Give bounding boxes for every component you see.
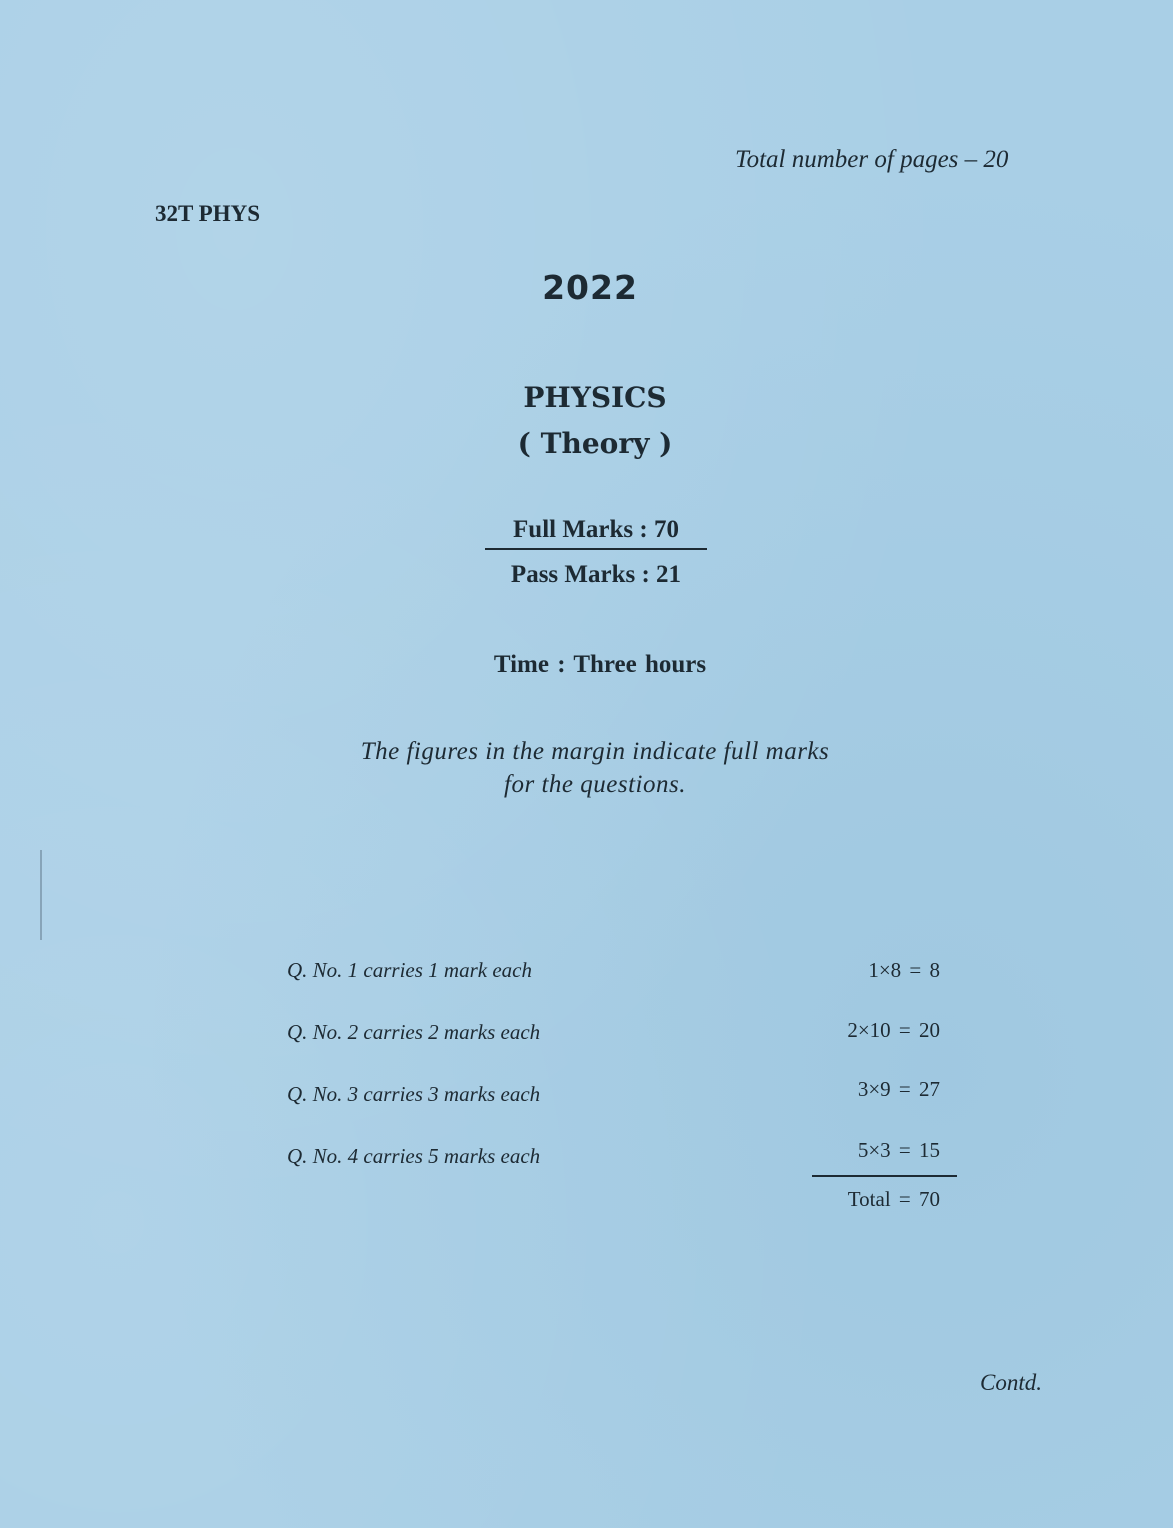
question-1-marks: 1×8 = 8 [868,958,940,982]
instruction [270,735,920,801]
total-divider [812,1175,957,1177]
pass-marks: Pass Marks : 21 [510,561,682,588]
staple-mark [40,850,50,940]
question-2-label: Q. No. 2 carries 2 marks each [287,1020,541,1044]
question-4-label: Q. No. 4 carries 5 marks each [287,1144,541,1168]
marks-divider [485,548,707,550]
full-marks: Full Marks : 70 [513,516,679,543]
subject-title: PHYSICS [523,381,667,414]
contd-label: Contd. [980,1370,1042,1395]
exam-time: Time : Three hours [493,651,707,678]
question-2-marks: 2×10 = 20 [847,1018,940,1042]
question-3-label: Q. No. 3 carries 3 marks each [287,1082,541,1106]
paper-code: 32T PHYS [155,201,261,226]
total-pages-note: Total number of pages – 20 [735,146,1009,173]
question-4-marks: 5×3 = 15 [857,1138,940,1162]
exam-year: 2022 [542,268,638,307]
question-3-marks: 3×9 = 27 [857,1077,940,1101]
question-1-label: Q. No. 1 carries 1 mark each [287,958,532,982]
instruction-line-2: for the questions. [504,771,686,798]
paper-type: ( Theory ) [517,427,673,460]
total-marks: Total = 70 [847,1187,940,1211]
instruction-line-1: The figures in the margin indicate full marks [360,738,830,765]
